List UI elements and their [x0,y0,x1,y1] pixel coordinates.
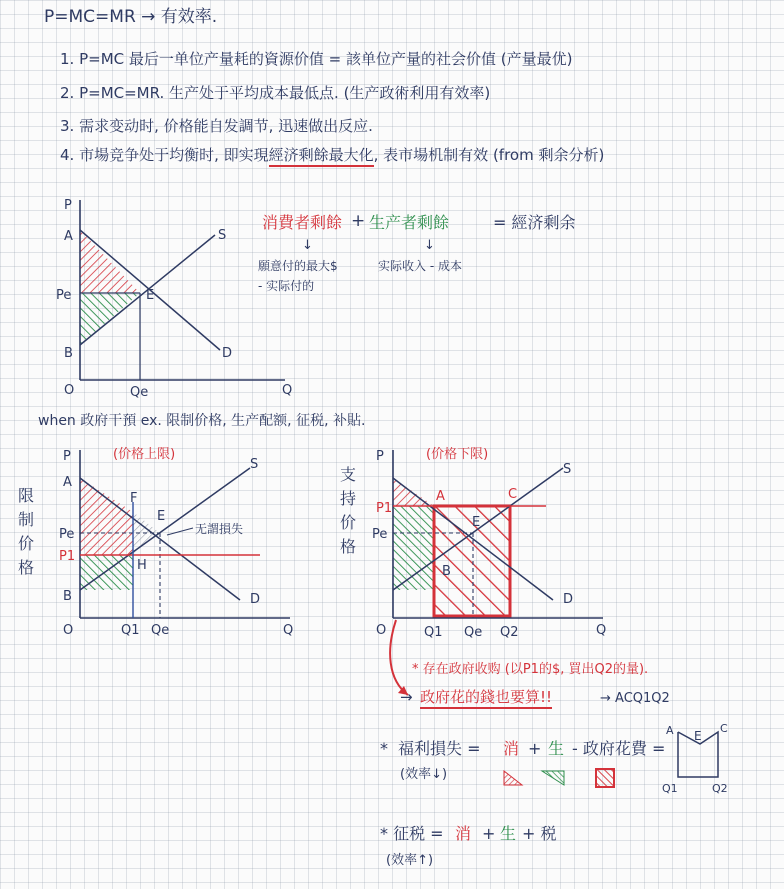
g3-axis-p: P [376,449,384,464]
g3-label-a: A [436,489,445,504]
welfare-producer: 生 [548,739,565,758]
welfare-minus-gov: - 政府花費 = [572,739,666,758]
surplus-plus: + [351,211,366,231]
g3-label-p1: P1 [376,501,393,516]
g2-label-p1: P1 [59,549,76,564]
g2-axis-p: P [63,449,71,464]
g3-axis-q: Q [596,623,607,638]
price-ceiling-side-1: 限 [18,486,35,505]
price-floor-side-1: 支 [340,465,357,484]
consumer-note-1: 願意付的最大$ [258,259,338,273]
label-a: A [64,229,73,244]
welfare-star: * [380,739,388,758]
price-floor-graph [368,440,618,645]
box-label-q2: Q2 [712,782,728,795]
welfare-consumer: 消 [503,739,520,758]
g2-axis-q: Q [283,623,294,638]
g2-label-d: D [250,592,261,607]
g3-label-qe: Qe [464,625,483,640]
consumer-surplus-area [80,230,140,293]
price-floor-side-4: 格 [340,537,357,556]
g3-label-q2: Q2 [500,625,519,640]
producer-swatch [542,771,564,785]
box-label-a: A [666,724,674,737]
g3-label-c: C [508,487,518,502]
g2-label-a: A [63,475,72,490]
welfare-swatches [500,765,620,795]
g2-label-pe: Pe [59,527,75,542]
g3-label-e: E [472,515,481,530]
economic-surplus-label: = 經济剩余 [493,213,576,232]
g3-label-o: O [376,623,387,638]
box-label-e: E [694,729,702,743]
label-qe: Qe [130,385,149,400]
price-floor-side-2: 持 [340,489,357,508]
point-4-tail: , 表市場机制有效 (from 剩余分析) [373,146,605,164]
box-label-q1: Q1 [662,782,678,795]
g3-title: (价格下限) [426,447,489,462]
floor-producer-area [393,506,434,590]
tax-producer: 生 [500,824,517,843]
point-3: 3. 需求变动时, 价格能自发調节, 迅速做出反应. [60,117,373,135]
axis-q: Q [282,383,293,398]
red-curved-arrow [390,620,408,695]
g3-label-q1: Q1 [424,625,443,640]
g2-label-h: H [137,558,147,573]
consumer-note-2: - 实际付的 [258,279,315,293]
label-b: B [64,346,73,361]
consumer-surplus-label: 消費者剩餘 [262,213,343,232]
producer-note: 实际收入 - 成本 [378,259,462,273]
tax-consumer: 消 [455,824,472,843]
point-1: 1. P=MC 最后一单位产量耗的資源价值 = 該单位产量的社会价值 (产量最优) [60,50,573,68]
producer-surplus-label: 生产者剩餘 [369,213,450,232]
g3-label-pe: Pe [372,527,388,542]
price-ceiling-side-2: 制 [18,510,35,529]
ceiling-consumer-area [80,478,133,555]
g2-label-qe: Qe [151,623,170,638]
gov-spending-note: 政府花的錢也要算!! [420,688,552,709]
welfare-efficiency-note: (效率↓) [400,767,448,782]
deadweight-label: 无謂損失 [195,522,244,536]
point-4 [60,146,604,164]
g3-label-s: S [563,462,572,477]
g2-label-f: F [130,491,138,506]
consumer-swatch [504,771,522,785]
intervention-text: when 政府干預 ex. 限制价格, 生产配额, 征税, 补貼. [38,413,366,429]
tax-plus-2: + 税 [522,824,557,843]
axis-p: P [64,198,72,213]
page-title: P=MC=MR → 有效率. [44,7,218,27]
label-o: O [64,383,75,398]
arrow-down-2: ↓ [424,238,435,253]
tax-efficiency-note: (效率↑) [386,853,434,868]
welfare-plus: + [528,739,542,758]
g2-label-q1: Q1 [121,623,140,638]
point-2: 2. P=MC=MR. 生产处于平均成本最低点. (生产政術利用有效率) [60,84,491,102]
g2-label-s: S [250,457,259,472]
gov-spending-area: → ACQ1Q2 [600,691,670,706]
label-s: S [218,228,227,243]
gov-purchase-note: * 存在政府收购 (以P1的$, 買出Q2的量). [412,662,649,677]
price-floor-side-3: 价 [340,513,357,532]
box-label-c: C [720,722,728,735]
g2-label-e: E [157,509,166,524]
point-4-lead: 4. 市場竞争处于均衡时, 即实現 [60,146,269,164]
gov-spending-swatch [596,769,614,787]
g2-label-b: B [63,589,72,604]
tax-label: * 征税 = [380,824,444,843]
g3-label-d: D [563,592,574,607]
g3-label-b: B [442,564,451,579]
label-pe: Pe [56,288,72,303]
price-ceiling-side-3: 价 [18,534,35,553]
tax-plus-1: + [482,824,496,843]
label-e: E [146,288,155,303]
price-ceiling-side-4: 格 [18,558,35,577]
economic-surplus-highlight: 經济剩餘最大化 [269,146,374,167]
note-arrow: → [400,688,413,706]
price-ceiling-graph [55,440,305,645]
welfare-loss-label: 福利損失 = [398,739,481,758]
welfare-box-diagram [660,722,770,797]
label-d: D [222,346,233,361]
g2-title: (价格上限) [113,447,176,462]
arrow-down-1: ↓ [302,238,313,253]
g2-label-o: O [63,623,74,638]
